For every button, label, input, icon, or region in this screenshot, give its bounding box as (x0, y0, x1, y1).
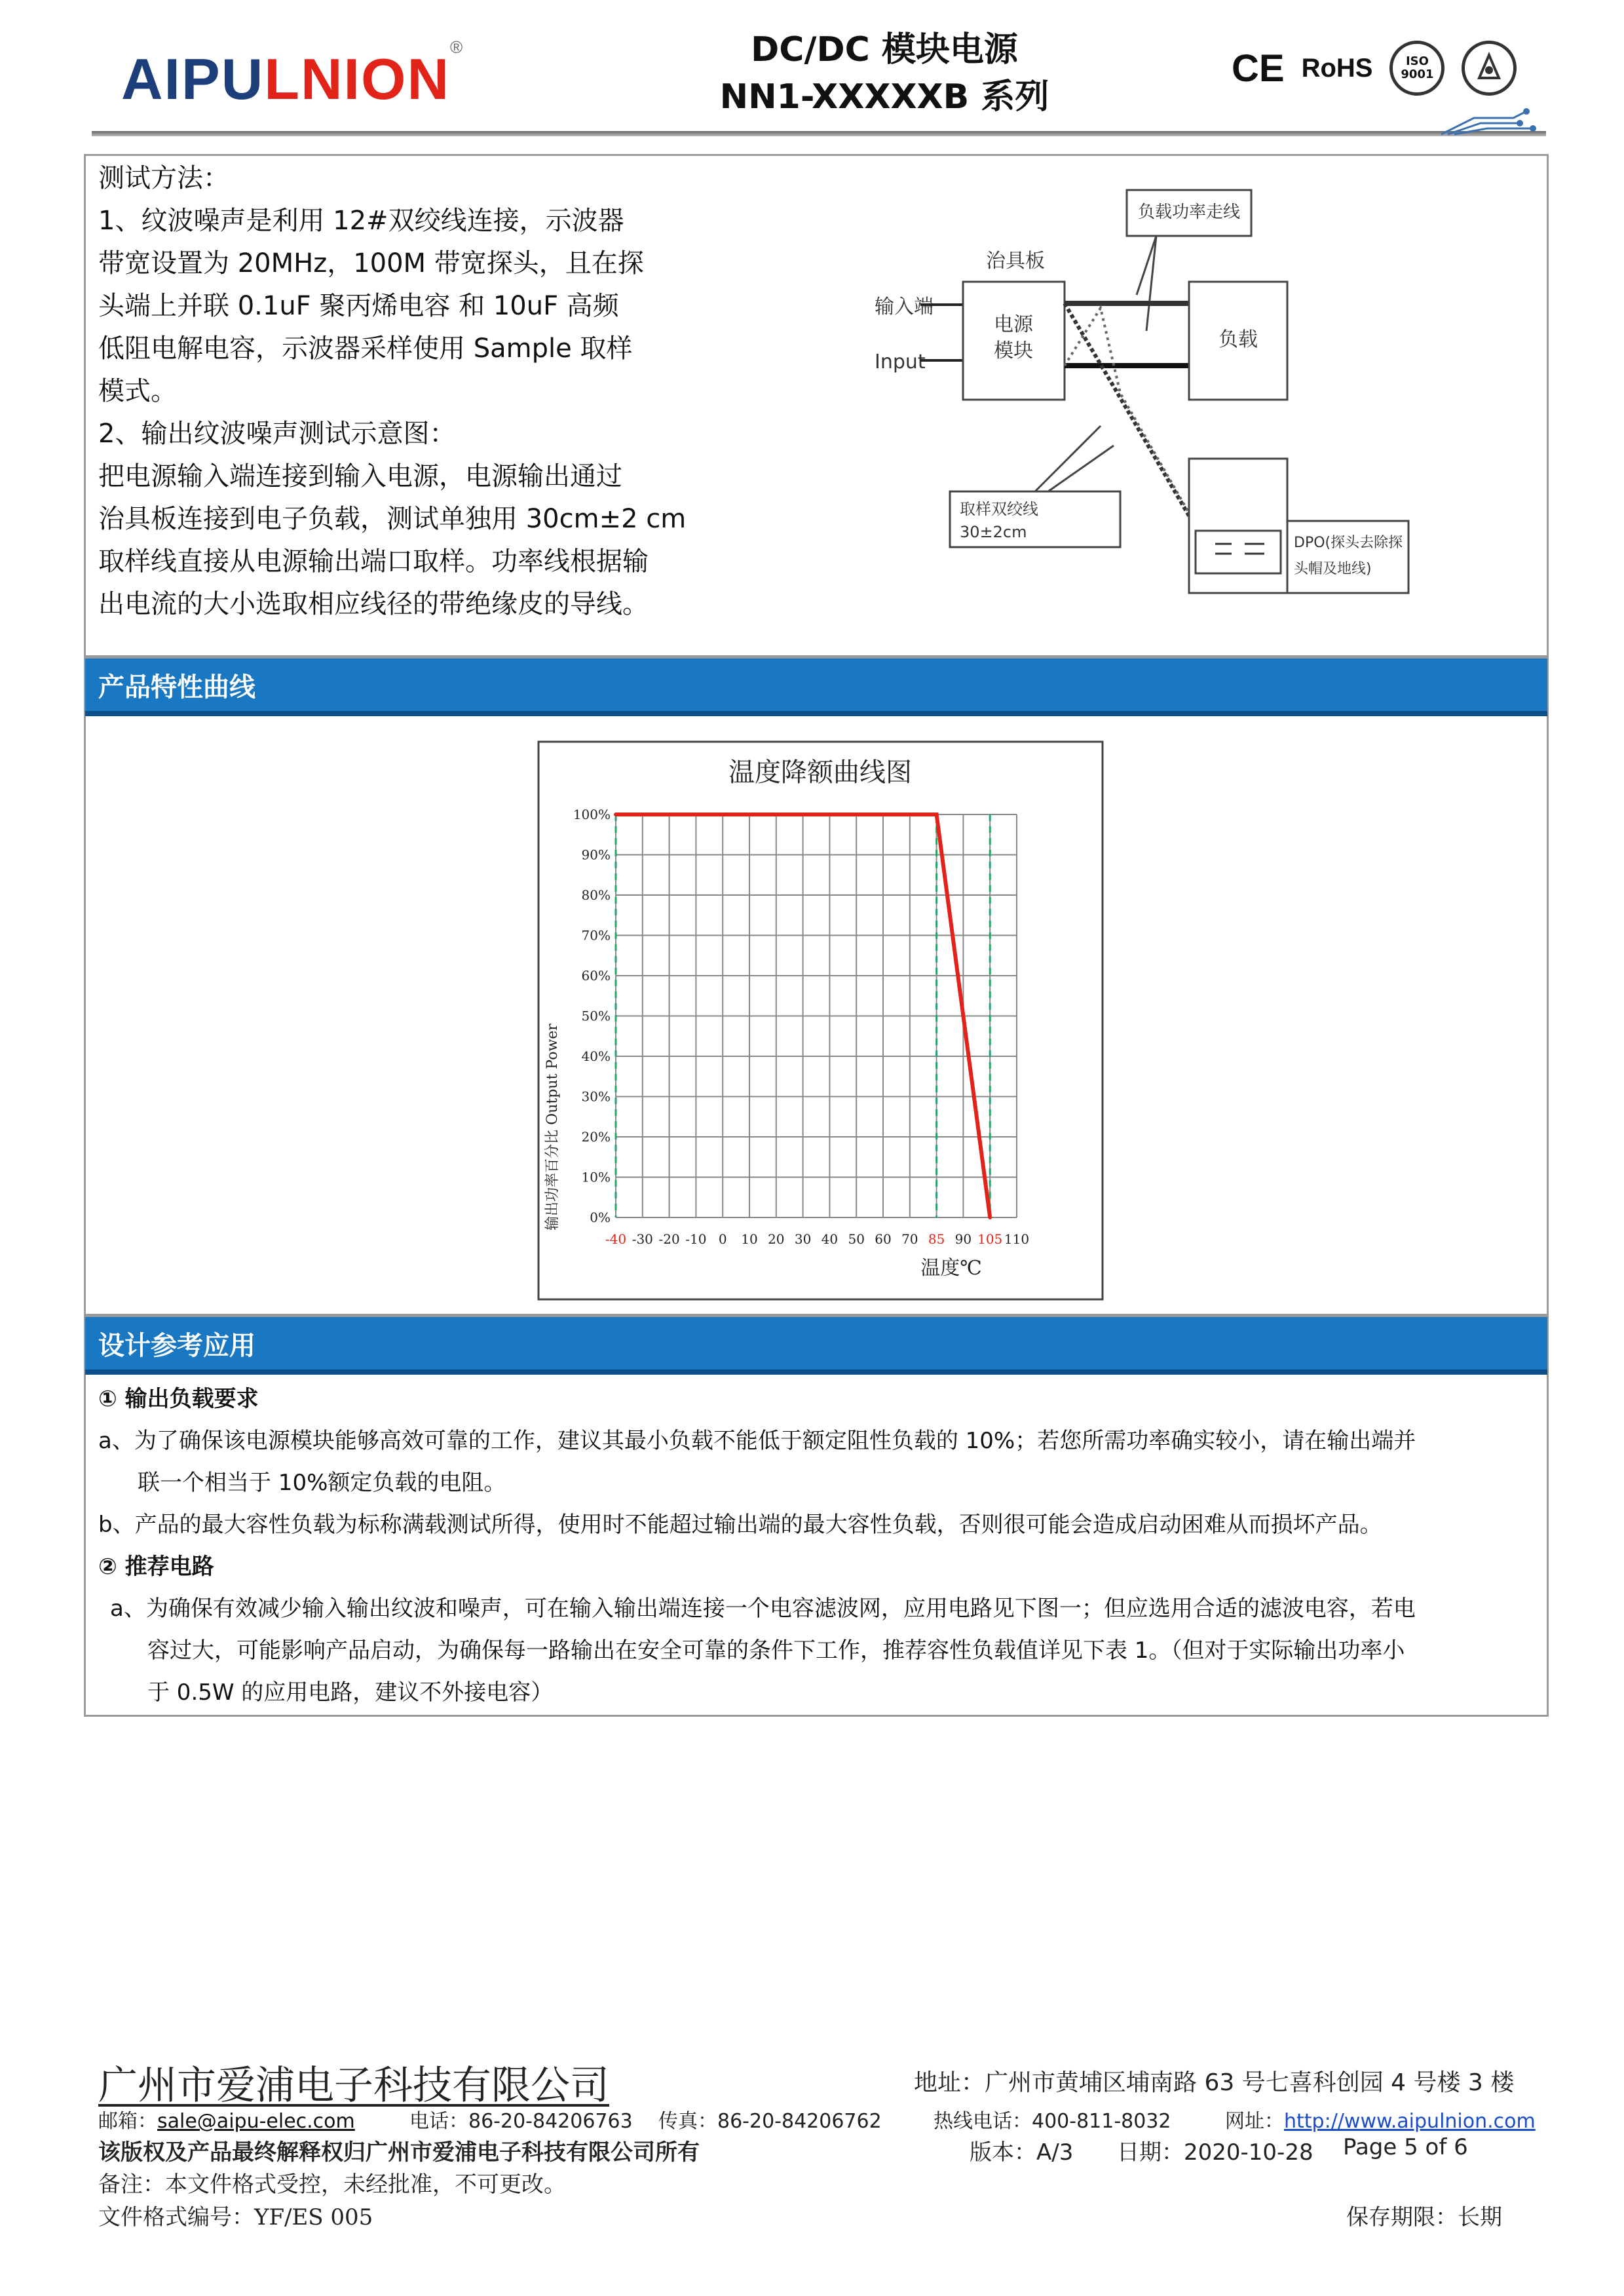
input-en-label: Input (875, 351, 926, 373)
footer-phone: 电话：86-20-84206763 (409, 2110, 633, 2133)
derating-curve-point (935, 813, 939, 816)
test-method-line: 低阻电解电容，示波器采样使用 Sample 取样 (98, 334, 633, 364)
footer-website-link[interactable]: http://www.aipulnion.com (1284, 2110, 1536, 2133)
x-tick-label: 20 (768, 1231, 785, 1247)
x-tick-label: 90 (954, 1231, 972, 1247)
x-tick-label: 40 (821, 1231, 839, 1247)
module-label-line2: 模块 (994, 339, 1033, 362)
iso-seal-icon: ISO 9001 (1389, 41, 1445, 96)
design-heading-output-load: ① 输出负载要求 (98, 1386, 259, 1412)
footer-company-name: 广州市爱浦电子科技有限公司 (98, 2063, 609, 2109)
header-divider (92, 131, 1546, 136)
x-tick-label: 105 (977, 1231, 1003, 1247)
footer-version: 版本：A/3 (970, 2139, 1074, 2166)
y-tick-label: 0% (590, 1210, 611, 1225)
test-method-line: 测试方法： (98, 163, 229, 193)
ce-mark-icon: CE (1232, 47, 1285, 90)
footer-website (1225, 2105, 1536, 2133)
leader-line (1035, 426, 1101, 491)
quality-seal-icon (1462, 41, 1517, 96)
y-tick-label: 30% (581, 1088, 611, 1105)
chart-x-axis-label: 温度℃ (920, 1257, 982, 1280)
registered-mark: ® (450, 37, 464, 57)
y-tick-label: 100% (573, 807, 611, 822)
x-tick-label: 10 (741, 1231, 758, 1247)
design-heading-recommended-circuit: ② 推荐电路 (98, 1554, 214, 1580)
document-title (655, 26, 1114, 121)
title-line-2: NN1-XXXXXB 系列 (719, 77, 1049, 117)
derating-curve-point (614, 813, 618, 816)
y-tick-label: 10% (581, 1169, 611, 1185)
test-method-line: 取样线直接从电源输出端口取样。功率线根据输 (98, 546, 649, 577)
fixture-board-label: 治具板 (986, 250, 1045, 273)
y-tick-label: 90% (581, 847, 611, 863)
x-tick-label: 0 (718, 1231, 727, 1247)
test-method-line: 把电源输入端连接到输入电源，电源输出通过 (98, 461, 622, 491)
circuit-decoration-icon (1435, 105, 1546, 138)
design-para-a2-line1: a、为确保有效减少输入输出纹波和噪声，可在输入输出端连接一个电容滤波网，应用电路见下图一；但应选用合适的滤波电容，若电 (110, 1596, 1416, 1622)
x-tick-label: 50 (848, 1231, 865, 1247)
design-para-a2-line2: 容过大，可能影响产品启动，为确保每一路输出在安全可靠的条件下工作，推荐容性负载值详见下表 1。（但对于实际输出功率小 (147, 1637, 1405, 1664)
design-para-a1-line1: a、为了确保该电源模块能够高效可靠的工作，建议其最小负载不能低于额定阻性负载的 10%；若您所需功率确实较小，请在输出端并 (98, 1428, 1416, 1454)
x-tick-label: 30 (794, 1231, 812, 1247)
footer-email (98, 2105, 355, 2133)
twisted-pair-label-line2: 30±2cm (960, 523, 1027, 541)
y-tick-label: 50% (581, 1008, 611, 1024)
derating-curve-point (988, 1215, 992, 1219)
design-para-a1-line2: 联一个相当于 10%额定负载的电阻。 (138, 1470, 506, 1496)
footer-date: 日期：2020-10-28 (1117, 2139, 1313, 2166)
footer-address: 地址：广州市黄埔区埔南路 63 号七喜科创园 4 号楼 3 楼 (914, 2069, 1515, 2096)
chart-title: 温度降额曲线图 (728, 757, 912, 788)
x-tick-label: -30 (632, 1231, 653, 1247)
y-tick-label: 40% (581, 1048, 611, 1064)
footer-website-label: 网址： (1225, 2110, 1284, 2133)
chart-y-axis-label: 输出功率百分比 Output Power (544, 1024, 561, 1231)
design-para-b1: b、产品的最大容性负载为标称满载测试所得，使用时不能超过输出端的最大容性负载，否则很可能会造成启动困难从而损坏产品。 (98, 1512, 1382, 1538)
footer-fax: 传真：86-20-84206762 (658, 2110, 882, 2133)
derating-chart (537, 740, 1104, 1301)
rohs-mark-icon: RoHS (1301, 53, 1373, 83)
load-power-line-label: 负载功率走线 (1137, 202, 1241, 222)
x-tick-label: 110 (1004, 1231, 1030, 1247)
twisted-pair-label-line1: 取样双绞线 (960, 500, 1038, 518)
x-tick-label: 60 (875, 1231, 892, 1247)
footer-format-number: 文件格式编号：YF/ES 005 (98, 2204, 373, 2230)
module-label-line1: 电源 (994, 313, 1033, 336)
footer-copyright: 该版权及产品最终解释权归广州市爱浦电子科技有限公司所有 (98, 2139, 700, 2166)
dpo-label-line2: 头帽及地线) (1294, 561, 1372, 577)
test-method-line: 1、纹波噪声是利用 12#双绞线连接，示波器 (98, 206, 624, 236)
test-method-line: 带宽设置为 20MHz，100M 带宽探头，且在探 (98, 248, 644, 278)
dpo-label-line1: DPO(探头去除探 (1294, 535, 1403, 551)
test-method-line: 出电流的大小选取相应线径的带绝缘皮的导线。 (98, 589, 649, 619)
footer-retention: 保存期限：长期 (1346, 2204, 1502, 2230)
input-cn-label: 输入端 (875, 296, 934, 318)
certification-marks (1232, 41, 1517, 96)
footer-page-number: Page 5 of 6 (1343, 2134, 1468, 2160)
footer-hotline: 热线电话：400-811-8032 (934, 2110, 1171, 2133)
logo-text-part2: LNION (264, 47, 451, 111)
y-tick-label: 80% (581, 887, 611, 903)
footer-email-link[interactable]: sale@aipu-elec.com (157, 2110, 355, 2133)
footer-email-label: 邮箱： (98, 2110, 157, 2133)
logo-text-part1: AIPU (121, 47, 265, 111)
footer-note: 备注：本文件格式受控，未经批准，不可更改。 (98, 2172, 566, 2198)
y-tick-label: 60% (581, 968, 611, 984)
section-header-curve: 产品特性曲线 (85, 659, 1547, 716)
x-tick-label: -40 (605, 1231, 627, 1247)
chart-frame (538, 742, 1103, 1299)
test-method-line: 治具板连接到电子负载，测试单独用 30cm±2 cm (98, 504, 687, 534)
y-tick-label: 20% (581, 1129, 611, 1145)
x-tick-label: 70 (901, 1231, 918, 1247)
company-logo (121, 37, 464, 113)
ripple-test-diagram (839, 177, 1454, 603)
test-method-line: 2、输出纹波噪声测试示意图： (98, 419, 456, 449)
section-header-design: 设计参考应用 (85, 1317, 1547, 1375)
x-tick-label: 85 (928, 1231, 945, 1247)
load-label: 负载 (1218, 328, 1258, 351)
design-para-a2-line3: 于 0.5W 的应用电路，建议不外接电容） (147, 1679, 554, 1706)
test-method-line: 模式。 (98, 376, 177, 406)
dpo-label-box (1287, 521, 1408, 593)
x-tick-label: -20 (658, 1231, 680, 1247)
y-tick-label: 70% (581, 927, 611, 944)
x-tick-label: -10 (685, 1231, 707, 1247)
title-line-1: DC/DC 模块电源 (751, 30, 1018, 69)
test-method-line: 头端上并联 0.1uF 聚丙烯电容 和 10uF 高频 (98, 291, 619, 321)
